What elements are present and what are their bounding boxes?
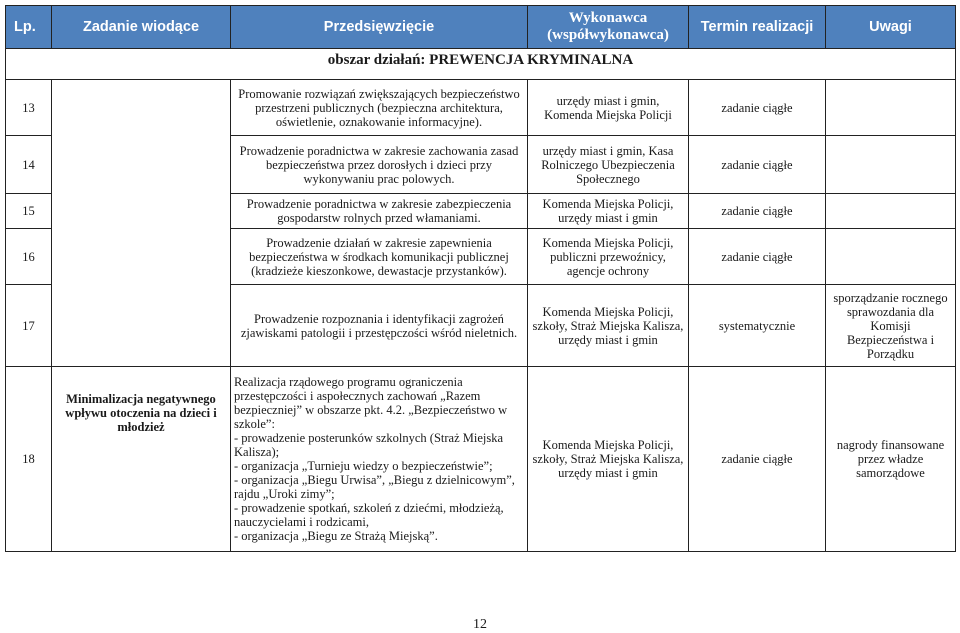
header-project: Przedsięwzięcie — [231, 6, 528, 49]
row-deadline: zadanie ciągłe — [689, 367, 826, 552]
row-lp: 13 — [6, 80, 52, 136]
header-deadline: Termin realizacji — [689, 6, 826, 49]
row-project: Prowadzenie rozpoznania i identyfikacji zagrożeń zjawiskami patologii i przestępczości wśród nieletnich. — [231, 285, 528, 367]
row-project: Promowanie rozwiązań zwiększających bezpieczeństwo przestrzeni publicznych (bezpieczna architektura, oświetlenie, oznakowanie informacyjne). — [231, 80, 528, 136]
row-lp: 18 — [6, 367, 52, 552]
row-executor: Komenda Miejska Policji, publiczni przewoźnicy, agencje ochrony — [528, 229, 689, 285]
row-notes — [826, 136, 956, 194]
row-executor: Komenda Miejska Policji, urzędy miast i gmin — [528, 194, 689, 229]
header-notes: Uwagi — [826, 6, 956, 49]
area-spacer-row — [6, 71, 956, 80]
row-executor: Komenda Miejska Policji, szkoły, Straż Miejska Kalisza, urzędy miast i gmin — [528, 285, 689, 367]
header-task: Zadanie wiodące — [52, 6, 231, 49]
header-lp: Lp. — [6, 6, 52, 49]
row-executor: urzędy miast i gmin, Kasa Rolniczego Ubezpieczenia Społecznego — [528, 136, 689, 194]
row-task — [52, 80, 231, 367]
area-title: obszar działań: PREWENCJA KRYMINALNA — [6, 49, 956, 72]
row-deadline: systematycznie — [689, 285, 826, 367]
area-title-row — [6, 49, 956, 72]
page-number: 12 — [473, 617, 487, 632]
row-lp: 17 — [6, 285, 52, 367]
row-lp: 16 — [6, 229, 52, 285]
header-executor — [528, 6, 689, 49]
row-deadline: zadanie ciągłe — [689, 136, 826, 194]
table-row — [6, 80, 956, 136]
row-executor: urzędy miast i gmin, Komenda Miejska Policji — [528, 80, 689, 136]
row-deadline: zadanie ciągłe — [689, 80, 826, 136]
table-row — [6, 367, 956, 552]
row-project: Prowadzenie poradnictwa w zakresie zachowania zasad bezpieczeństwa przez dorosłych i dzieci przy wykonywaniu prac polowych. — [231, 136, 528, 194]
header-executor-line1: Wykonawca — [568, 10, 648, 26]
row-lp: 14 — [6, 136, 52, 194]
action-plan-table — [5, 5, 956, 552]
row-notes — [826, 194, 956, 229]
row-notes — [826, 80, 956, 136]
row-executor: Komenda Miejska Policji, szkoły, Straż Miejska Kalisza, urzędy miast i gmin — [528, 367, 689, 552]
row-deadline: zadanie ciągłe — [689, 194, 826, 229]
row-deadline: zadanie ciągłe — [689, 229, 826, 285]
row-project: Prowadzenie działań w zakresie zapewnienia bezpieczeństwa w środkach komunikacji publicznej (kradzieże kieszonkowe, dewastacje przystanków). — [231, 229, 528, 285]
header-executor-line2: (współwykonawca) — [547, 27, 669, 43]
row-notes — [826, 229, 956, 285]
header-row — [6, 6, 956, 49]
row-project: Prowadzenie poradnictwa w zakresie zabezpieczenia gospodarstw rolnych przed włamaniami. — [231, 194, 528, 229]
row-project: Realizacja rządowego programu ograniczenia przestępczości i aspołecznych zachowań „Razem bezpieczniej” w obszarze pkt. 4.2. „Bezpieczeństwo w szkole”: - prowadzenie posterunków szkolnych (Straż Miejska Kalisza); - organizacja „Turnieju wiedzy o bezpieczeństwie”; - organizacja „Biegu Urwisa”, „Biegu z dzielnicowym”, rajdu „Uroki zimy”; - prowadzenie spotkań, szkoleń z dziećmi, młodzieżą, nauczycielami i rodzicami, - organizacja „Biegu ze Strażą Miejską”. — [231, 367, 528, 552]
row-notes: sporządzanie rocznego sprawozdania dla Komisji Bezpieczeństwa i Porządku — [826, 285, 956, 367]
area-spacer — [6, 71, 956, 80]
row-lp: 15 — [6, 194, 52, 229]
row-task: Minimalizacja negatywnego wpływu otoczenia na dzieci i młodzież — [52, 367, 231, 552]
row-notes: nagrody finansowane przez władze samorządowe — [826, 367, 956, 552]
